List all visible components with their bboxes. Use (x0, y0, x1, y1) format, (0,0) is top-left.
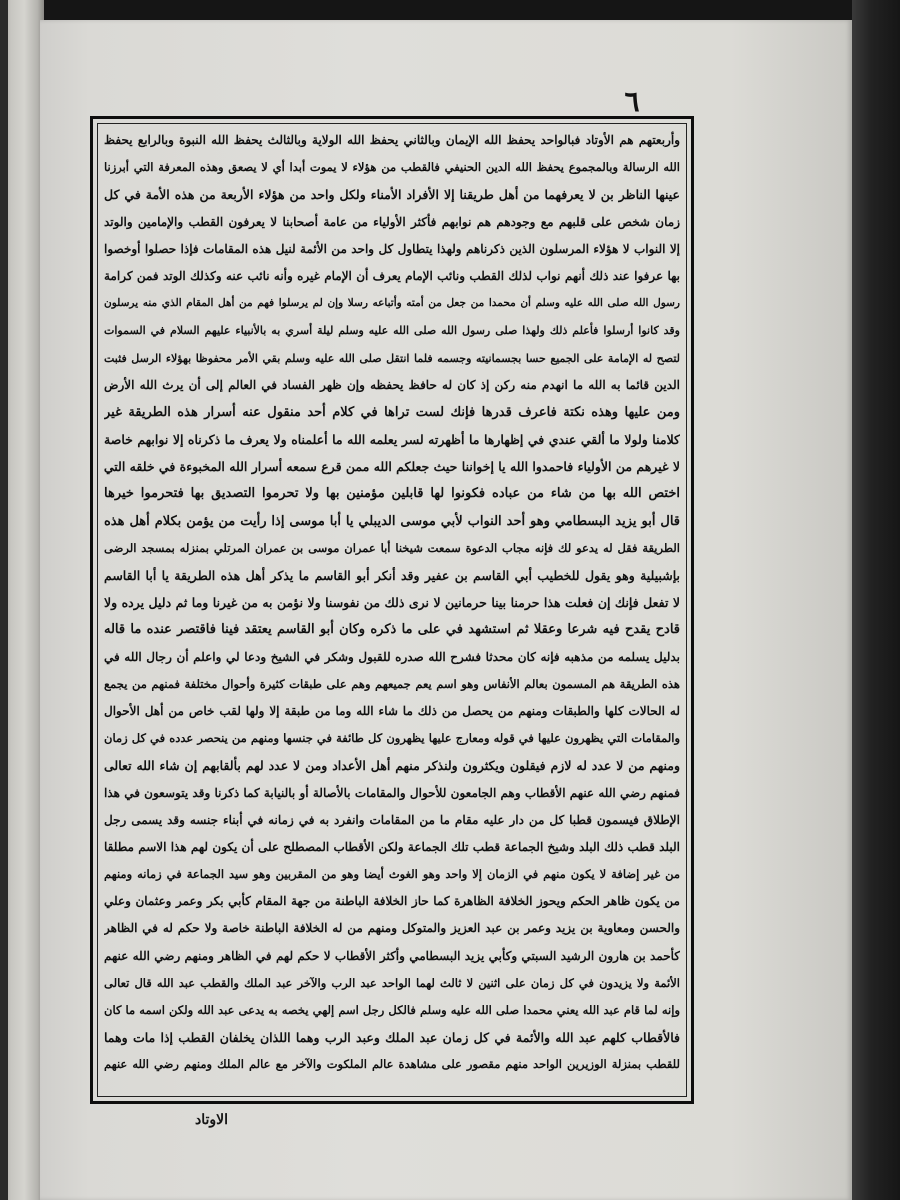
text-line: الطريقة فقل له يدعو لك فإنه مجاب الدعوة سمعت شيخنا أبا عمران موسى بن عمران المرتلي بمنزله بمسجد الرضى (104, 540, 680, 555)
text-line: والحسن ومعاوية بن يزيد وعمر بن عبد العزيز والمتوكل ومنهم من له الخلافة الباطنة خاصة ولا حكم له في الظاهر (104, 921, 680, 936)
text-line: له الحالات كلها والطبقات ومنهم من يحصل من ذلك ما شاء الله وما من طبقة إلا ولها لقب خاص من أهل الأحوال (104, 703, 680, 718)
text-line: الدين قائما به الله ما انهدم منه ركن إذ كان له حافظ يحفظه وإن ظهر الفساد في العالم إلى أن يرث الله الأرض (104, 377, 680, 392)
page-number: ٦ (624, 85, 640, 118)
text-line: قادح يقدح فيه شرعا وعقلا ثم استشهد في على ما ذكره وكان أبو القاسم يعتقد فينا فاقتصر عنده ما قاله (104, 622, 680, 638)
catchword: الاوتاد (194, 1112, 228, 1128)
text-line: فمنهم رضي الله عنهم الأقطاب وهم الجامعون للأحوال والمقامات بالأصالة أو بالنيابة كما ذكرنا وقد يتوسعون في هذا (104, 785, 680, 800)
text-line: ومنهم من لا عدد له لازم فيقلون ويكثرون ولنذكر منهم أهل الأعداد ومن لا عدد لهم بألقابهم إن شاء الله تعالى (104, 758, 680, 774)
text-line: لا غيرهم من الأولياء فاحمدوا الله يا إخواننا حيث جعلكم الله ممن قرع سمعه أسرار الله المخبوءة في خلقه التي (104, 459, 680, 475)
text-line: إلا النواب لا هؤلاء المرسلون الذين ذكرناهم ولهذا يتطاول كل واحد من الأئمة لنيل هذه المقامات فإذا حصلوا أوخصوا (104, 241, 680, 256)
text-line: وأربعتهم هم الأوتاد فبالواحد يحفظ الله الإيمان وبالثاني يحفظ الله الولاية وبالثالث يحفظ الله النبوة وبالرابع يحفظ (104, 133, 680, 147)
text-line: فالأقطاب كلهم عبد الله والأئمة في كل زمان عبد الملك وعبد الرب وهما اللذان يخلفان القطب إذا مات وهما (104, 1030, 680, 1046)
text-line: الله الرسالة وبالمجموع يحفظ الله الدين الحنيفي فالقطب من هؤلاء لا يموت أبدا أي لا يصعق وهذه المعرفة التي أبرزنا (104, 160, 680, 175)
text-line: هذه الطريقة هم المسمون بعالم الأنفاس وهو اسم يعم جميعهم وهم على طبقات كثيرة وأحوال مختلفة فمنهم من يجمع (104, 676, 680, 691)
text-line: لا تفعل فإنك إن فعلت هذا حرمنا بينا حرمانين لا نرى ذلك من نفوسنا ولا نؤمن به من غيرنا وما ثم دليل يرده ولا (104, 595, 680, 611)
text-line: من يكون ظاهر الحكم ويحوز الخلافة الظاهرة كما حاز الخلافة الباطنة من جهة المقام كأبي بكر وعمر وعثمان وعلي (104, 894, 680, 909)
text-line: وقد كانوا أرسلوا فأعلم ذلك ولهذا صلى رسول الله صلى الله عليه وسلم ليلة أسري به بالأنبياء عليهم السلام في السموات (104, 324, 680, 338)
text-line: ومن عليها وهذه نكتة فاعرف قدرها فإنك لست تراها في كلام أحد منقول عنه أسرار هذه الطريقة غير (104, 404, 680, 420)
text-line: الإطلاق فيسمون قطبا كل من دار عليه مقام ما من المقامات وانفرد به في زمانه في أبناء جنسه وقد يسمى رجل (104, 812, 680, 827)
text-line: كلامنا ولولا ما ألقي عندي في إظهارها ما أظهرته لسر يعلمه الله ما أعلمناه ولا يعرف ما ذكرناه إلا نوابهم خاصة (104, 432, 680, 448)
text-line: وإنه لما قام عبد الله يعني محمدا صلى الله عليه وسلم فالكل رجل اسم إلهي يخصه به يدعى عبد الله ولكن اسمه ما كان (104, 1003, 680, 1017)
body-text (104, 127, 680, 1091)
text-line: البلد قطب ذلك البلد وشيخ الجماعة قطب تلك الجماعة ولكن الأقطاب المصطلح على أن يكون لهم هذا الاسم مطلقا (104, 839, 680, 854)
text-line: اختص الله بها من شاء من عباده فكونوا لها قابلين مؤمنين بها ولا تحرموا التصديق بها فتحرموا خيرها (104, 486, 680, 502)
text-line: كأحمد بن هارون الرشيد السبتي وكأبي يزيد البسطامي وأكثر الأقطاب لا حكم لهم في الظاهر ومنهم رضي الله عنهم (104, 948, 680, 963)
text-line: بدليل يسلمه من مذهبه فإنه كان محدثا فشرح الله صدره للقبول وشكر في الشيخ ودعا لي واعلم أن رجال الله في (104, 649, 680, 664)
scanner-top-edge (0, 0, 900, 20)
left-scanner-edge (0, 0, 8, 1200)
text-line: رسول الله صلى الله عليه وسلم أن محمدا من جعل من أمته وأتباعه رسلا وإن لم يرسلوا فهم من أهل المقام الذي منه يرسلون (104, 297, 680, 310)
text-line: قال أبو يزيد البسطامي وهو أحد النواب لأبي موسى الديبلي يا أبا موسى إذا رأيت من يؤمن بكلام أهل هذه (104, 513, 680, 529)
text-line: من غير إضافة لا يكون منهم في الزمان إلا واحد وهو الغوث أيضا وهو من المقربين وهو سيد الجماعة في زمانه ومنهم (104, 867, 680, 882)
text-line: والمقامات التي يظهرون عليها في قوله ومعارج عليها يظهرون كل طائفة في جنسها ومنهم من ينحصر عدده في كل زمان (104, 731, 680, 746)
text-line: عينها الناظر بن لا يعرفهما من أهل طريقنا إلا الأفراد الأمناء ولكل واحد من هؤلاء الأربعة من هذه الأمة في كل (104, 187, 680, 203)
text-line: بإشبيلية وهو يقول للخطيب أبي القاسم بن عفير وقد أنكر أبو القاسم ما يذكر أهل هذه الطريقة يا أبا القاسم (104, 568, 680, 583)
text-line: بها عرفوا عند ذلك أنهم نواب لذلك القطب ونائب الإمام يعرف أن الإمام غيره وأنه نائب عنه وكذلك الوتد فمن كرامة (104, 268, 680, 283)
right-scanner-edge (852, 0, 900, 1200)
text-line: زمان شخص على قلبهم مع وجودهم هم نوابهم فأكثر الأولياء من عامة أصحابنا لا يعرفون القطب والإمامين والوتد (104, 214, 680, 229)
text-line: للقطب بمنزلة الوزيرين الواحد منهم مقصور على مشاهدة عالم الملكوت والآخر مع عالم الملك ومنهم رضي الله عنهم (104, 1057, 680, 1072)
text-line: لتصح له الإمامة على الجميع حسا بجسمانيته وجسمه فلما انتقل صلى الله عليه وسلم بقي الأمر محفوظا بهؤلاء الرسل فثبت (104, 351, 680, 365)
text-line: الأئمة ولا يزيدون في كل زمان على اثنين لا ثالث لهما الواحد عبد الرب والآخر عبد الملك والقطب عبد الله قال تعالى (104, 975, 680, 990)
